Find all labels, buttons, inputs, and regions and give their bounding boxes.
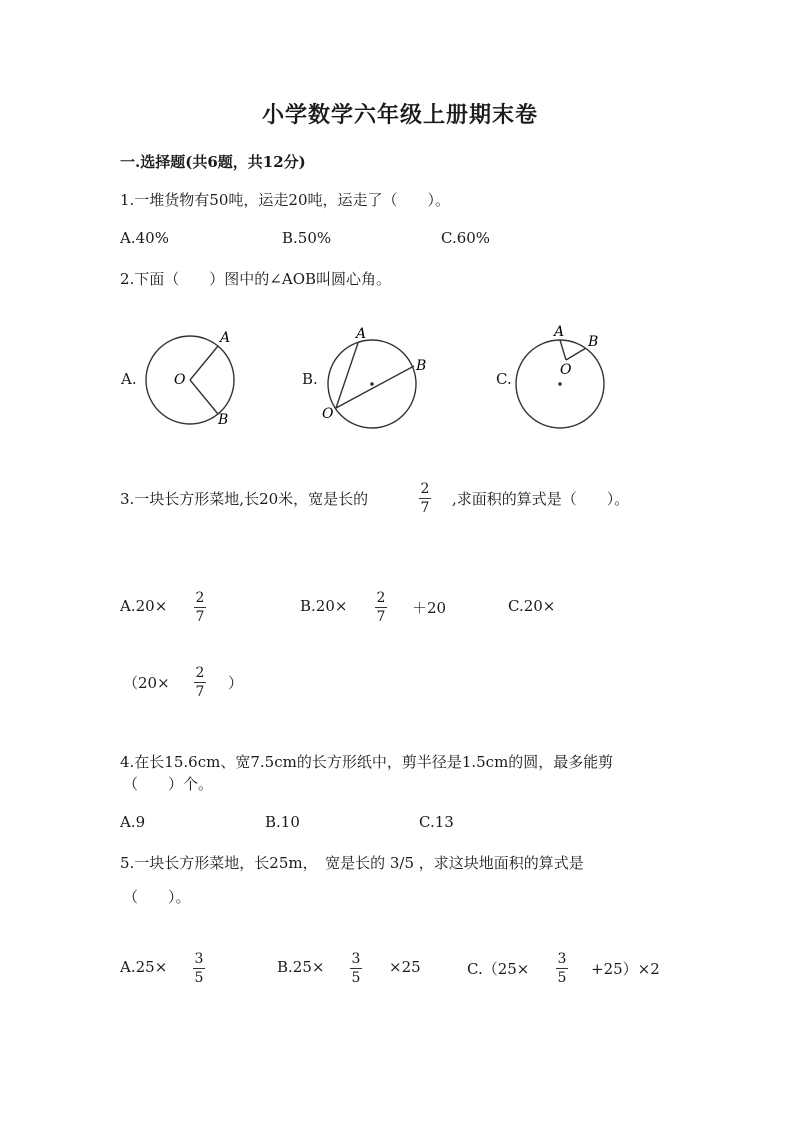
question-1-option-c: C.60% <box>441 229 491 247</box>
question-4-stem: 4.在长15.6cm、宽7.5cm的长方形纸中，剪半径是1.5cm的圆，最多能剪 <box>120 753 614 771</box>
fraction-denominator: 5 <box>557 970 567 986</box>
fraction-numerator: 2 <box>195 665 205 681</box>
question-1-option-b: B.50% <box>282 229 332 247</box>
fraction-numerator: 3 <box>557 951 567 967</box>
question-2-stem: 2.下面（ ）图中的∠AOB叫圆心角。 <box>120 270 392 288</box>
fraction-denominator: 7 <box>376 609 386 625</box>
fraction-three-fifths <box>350 951 362 986</box>
fraction-two-sevenths <box>194 665 206 700</box>
point-b-label: B <box>588 334 599 350</box>
question-4-stem-cont: （ ）个。 <box>123 775 214 793</box>
point-a-label: A <box>356 326 367 342</box>
fraction-bar <box>350 968 362 969</box>
question-3-option-c: C.20× <box>508 597 556 615</box>
question-1-stem: 1.一堆货物有50吨，运走20吨，运走了（ ）。 <box>120 191 450 209</box>
question-4-option-b: B.10 <box>265 813 300 831</box>
point-o-label: O <box>322 406 334 422</box>
fraction-numerator: 2 <box>420 481 430 497</box>
fraction-three-fifths <box>556 951 568 986</box>
question-1-option-a: A.40% <box>120 229 169 247</box>
question-3-option-c-cont: （20× <box>123 674 170 692</box>
circle-diagram-a <box>140 320 250 430</box>
question-2-option-a-label: A. <box>121 370 137 388</box>
point-b-label: B <box>416 358 427 374</box>
fraction-bar <box>375 607 387 608</box>
point-o-label: O <box>174 372 186 388</box>
question-3-option-a: A.20× <box>120 597 168 615</box>
question-5-option-b: B.25× <box>277 958 325 976</box>
section-heading: 一.选择题(共6题，共12分) <box>120 153 306 171</box>
question-5-option-c-end: +25）×2 <box>591 960 660 978</box>
question-4-option-a: A.9 <box>120 813 146 831</box>
fraction-numerator: 3 <box>351 951 361 967</box>
fraction-denominator: 7 <box>195 609 205 625</box>
question-4-option-c: C.13 <box>419 813 454 831</box>
fraction-two-sevenths <box>194 590 206 625</box>
circle-diagram-c <box>510 322 620 434</box>
question-3-option-c-end: ） <box>228 674 244 692</box>
fraction-two-sevenths <box>419 481 431 516</box>
fraction-denominator: 7 <box>195 684 205 700</box>
fraction-two-sevenths <box>375 590 387 625</box>
question-3-option-b-end: ＋20 <box>412 599 447 617</box>
fraction-bar <box>194 607 206 608</box>
circle-diagram-b <box>316 322 431 432</box>
fraction-numerator: 2 <box>376 590 386 606</box>
fraction-denominator: 7 <box>420 500 430 516</box>
question-5-option-b-end: ×25 <box>389 958 421 976</box>
point-b-label: B <box>218 412 229 428</box>
fraction-bar <box>556 968 568 969</box>
fraction-numerator: 2 <box>195 590 205 606</box>
question-5-option-c: C.（25× <box>467 960 530 978</box>
page-title: 小学数学六年级上册期末卷 <box>261 102 538 128</box>
question-2-option-c-label: C. <box>496 370 512 388</box>
question-2-option-b-label: B. <box>302 370 318 388</box>
point-a-label: A <box>554 324 565 340</box>
fraction-three-fifths <box>193 951 205 986</box>
question-3-option-b: B.20× <box>300 597 348 615</box>
point-a-label: A <box>220 330 231 346</box>
fraction-bar <box>419 498 431 499</box>
question-5-stem-cont: （ ）。 <box>123 888 191 906</box>
fraction-bar <box>193 968 205 969</box>
point-o-label: O <box>560 362 572 378</box>
question-5-option-a: A.25× <box>120 958 168 976</box>
fraction-denominator: 5 <box>351 970 361 986</box>
question-5-stem: 5.一块长方形菜地，长25m， 宽是长的 3/5 ，求这块地面积的算式是 <box>120 854 584 872</box>
fraction-numerator: 3 <box>194 951 204 967</box>
fraction-denominator: 5 <box>194 970 204 986</box>
question-3-stem-end: ,求面积的算式是（ ）。 <box>452 490 630 508</box>
question-3-stem-start: 3.一块长方形菜地,长20米，宽是长的 <box>120 490 369 508</box>
fraction-bar <box>194 682 206 683</box>
